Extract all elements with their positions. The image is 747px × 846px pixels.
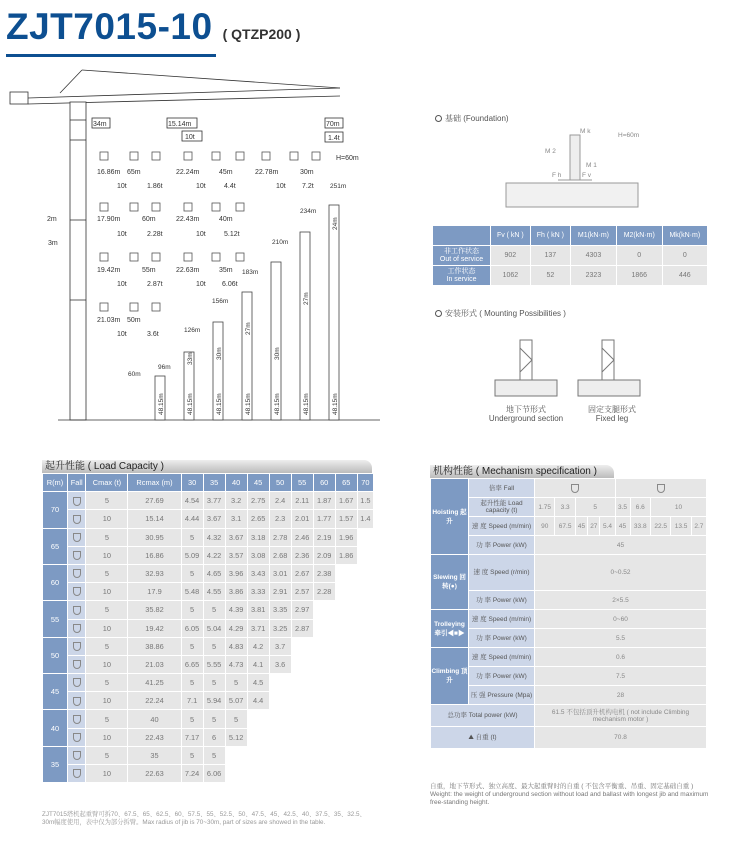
lc-header-9: 55 [291, 474, 313, 492]
table-row: 40 5 40 5 5 5 [43, 710, 374, 728]
svg-text:45m: 45m [219, 169, 233, 176]
svg-text:M 1: M 1 [586, 162, 597, 169]
fall-5-icon [571, 484, 579, 493]
svg-text:21.03m: 21.03m [97, 317, 121, 324]
svg-text:10t: 10t [276, 183, 286, 190]
svg-text:4.4t: 4.4t [224, 183, 236, 190]
svg-text:22.78m: 22.78m [255, 169, 279, 176]
svg-text:27m: 27m [245, 322, 252, 335]
svg-text:22.63m: 22.63m [176, 267, 200, 274]
table-row: 10 19.42 6.05 5.04 4.29 3.71 3.25 2.87 [43, 619, 374, 637]
jib-label-2: 70m [326, 121, 340, 128]
load-capacity-table [42, 473, 374, 783]
svg-text:2.28t: 2.28t [147, 231, 163, 238]
foundation-diagram [500, 125, 650, 210]
table-row: 10 17.9 5.48 4.55 3.86 3.33 2.91 2.57 2.28 [43, 583, 374, 601]
svg-text:33m: 33m [187, 352, 194, 365]
page-title: ZJT7015-10 [6, 6, 213, 47]
fall-icon [73, 551, 81, 560]
bullet-icon [435, 310, 442, 317]
fall-icon [73, 569, 81, 578]
svg-text:1.86t: 1.86t [147, 183, 163, 190]
lc-header-4: 30 [181, 474, 203, 492]
jib-label-4: 10t [185, 134, 195, 141]
mech-title: 机构性能 ( Mechanism specification ) [430, 465, 614, 478]
table-row: 10 22.24 7.1 5.94 5.07 4.4 [43, 692, 374, 710]
svg-text:251m: 251m [330, 183, 347, 190]
table-row: 10 21.03 6.65 5.55 4.73 4.1 3.6 [43, 655, 374, 673]
svg-text:16.86m: 16.86m [97, 169, 121, 176]
svg-text:M k: M k [580, 128, 591, 135]
svg-text:M 2: M 2 [545, 148, 556, 155]
title-underline [6, 54, 216, 57]
svg-text:10t: 10t [196, 281, 206, 288]
foundation-table: Fv ( kN ) Fh ( kN ) M1(kN·m) M2(kN·m) Mk(kN·m) 非工作状态 Out of service 902 137 4303 0 0 工作状态 In service 1062 52 2323 1866 446 [432, 225, 708, 286]
lc-header-7: 45 [247, 474, 269, 492]
load-row-1 [97, 216, 240, 238]
svg-text:27m: 27m [303, 292, 310, 305]
lc-header-1: Fall [67, 474, 85, 492]
load-row-2 [97, 267, 238, 288]
svg-text:234m: 234m [300, 208, 317, 215]
tower-mast [70, 102, 86, 420]
fall-icon [73, 515, 81, 524]
counter-jib [10, 92, 28, 104]
svg-text:10t: 10t [196, 183, 206, 190]
fall-icon [73, 678, 81, 687]
svg-text:210m: 210m [272, 239, 289, 246]
svg-text:10t: 10t [196, 231, 206, 238]
lc-header-2: Cmax (t) [86, 474, 128, 492]
table-row: 10 22.63 7.24 6.06 [43, 765, 374, 783]
svg-text:10t: 10t [117, 183, 127, 190]
lc-header-0: R(m) [43, 474, 68, 492]
fall-10-icon [657, 484, 665, 493]
svg-text:60m: 60m [142, 216, 156, 223]
fall-icon [73, 497, 81, 506]
svg-text:48.15m: 48.15m [245, 393, 252, 415]
svg-text:5.12t: 5.12t [224, 231, 240, 238]
lc-header-10: 60 [313, 474, 335, 492]
table-row: 45 5 41.25 5 5 5 4.5 [43, 674, 374, 692]
fall-icon [73, 606, 81, 615]
table-row: 50 5 38.86 5 5 4.83 4.2 3.7 [43, 637, 374, 655]
foundation-title: 基础 (Foundation) [435, 113, 509, 124]
table-row: 70 5 27.69 4.54 3.77 3.2 2.75 2.4 2.11 1.87 1.67 1.5 [43, 492, 374, 510]
table-row: 10 22.43 7.17 6 5.12 [43, 728, 374, 746]
svg-text:17.90m: 17.90m [97, 216, 121, 223]
svg-text:10t: 10t [117, 331, 127, 338]
table-row: 35 5 35 5 5 [43, 746, 374, 764]
mount-underground: 地下节形式 Underground section [488, 405, 564, 423]
svg-text:96m: 96m [158, 364, 171, 371]
fall-icon [73, 769, 81, 778]
lc-header-6: 40 [225, 474, 247, 492]
svg-text:48.15m: 48.15m [158, 393, 165, 415]
svg-text:30m: 30m [300, 169, 314, 176]
svg-text:48.15m: 48.15m [303, 393, 310, 415]
svg-text:24m: 24m [332, 217, 339, 230]
mount-fixed-leg: 固定支腿形式 Fixed leg [588, 405, 636, 423]
lc-header-12: 70 [357, 474, 373, 492]
offset-3m: 3m [48, 240, 58, 247]
svg-text:10t: 10t [117, 281, 127, 288]
svg-text:126m: 126m [184, 327, 201, 334]
svg-text:7.2t: 7.2t [302, 183, 314, 190]
mech-note: 自重，地下节形式、独立高度、最大起重臂时的自重 ( 不包含平衡重、吊重、固定基础自重 ) Weight: the weight of underground section without load and ballast with longest jib and maximum free-standing height. [430, 783, 709, 806]
table-row: 60 5 32.93 5 4.65 3.96 3.43 3.01 2.67 2.38 [43, 564, 374, 582]
fall-icon [73, 697, 81, 706]
lc-header-3: Rcmax (m) [128, 474, 181, 492]
svg-text:48.15m: 48.15m [187, 393, 194, 415]
svg-text:F v: F v [582, 172, 592, 179]
fall-icon [73, 624, 81, 633]
jib-label-1: 15.14m [168, 121, 192, 128]
svg-text:22.43m: 22.43m [176, 216, 200, 223]
svg-text:48.15m: 48.15m [274, 393, 281, 415]
fall-icon [73, 751, 81, 760]
svg-text:3.6t: 3.6t [147, 331, 159, 338]
mounting-title: 安装形式 ( Mounting Possibilities ) [435, 308, 566, 319]
svg-text:156m: 156m [212, 298, 229, 305]
mechanism-table: Hoisting 起升 倍率 Fall 起升性能 Load capacity (t) 1.75 3.3 5 3.5 6.6 10 速 度 Speed (m/min) 90 67.5 45 27 5.4 45 33.8 22.5 13.5 2.7 功 率 Power (kW) 45 Slewing 回转(●) 速 度 Speed (r/min) 0~0.52 功 率 Power (kW) 2×5.5 Trolleying 牵引◀■▶ 速 度 Speed (m/min) 0~60 功 率 Power (kW) 5.5 Climbing 顶升 速 度 Speed (m/min) 0.6 功 率 Power (kW) 7.5 压 强 Pressure (Mpa) 28 总功率 Total power (kW) 61.5 不包括顶升机构电机 ( not include Climbing mechanism motor ) ⛰ 自重 (t) 70.8 [430, 478, 707, 749]
lc-header-8: 50 [269, 474, 291, 492]
fall-icon [73, 660, 81, 669]
svg-text:183m: 183m [242, 269, 259, 276]
svg-text:40m: 40m [219, 216, 233, 223]
svg-text:50m: 50m [127, 317, 141, 324]
fall-icon [73, 733, 81, 742]
bullet-icon [435, 115, 442, 122]
svg-text:35m: 35m [219, 267, 233, 274]
lc-header-11: 65 [335, 474, 357, 492]
load-row-3 [97, 317, 159, 338]
jib-label-0: 34m [93, 121, 107, 128]
load-note: ZJT7015塔机起重臂可拆70、67.5、65、62.5、60、57.5、55、52.5、50、47.5、45、42.5、40、37.5、35、32.5、30m幅度使用，表中仅为部分拆臂。Max radius of jib is 70~30m, part of sizes are showed in the table. [42, 811, 366, 826]
page-subtitle: ( QTZP200 ) [222, 26, 301, 42]
svg-text:F h: F h [552, 172, 562, 179]
table-row: 65 5 30.95 5 4.32 3.67 3.18 2.78 2.46 2.19 1.96 [43, 528, 374, 546]
hook-height-label: H=60m [336, 155, 359, 162]
load-row-0 [97, 169, 314, 190]
title-block [6, 6, 300, 50]
mounting-diagram [490, 338, 660, 398]
svg-text:2.87t: 2.87t [147, 281, 163, 288]
fall-icon [73, 587, 81, 596]
offset-2m: 2m [47, 216, 57, 223]
svg-text:65m: 65m [127, 169, 141, 176]
svg-text:19.42m: 19.42m [97, 267, 121, 274]
load-capacity-title: 起升性能 ( Load Capacity ) [42, 460, 372, 473]
crane-diagram [0, 60, 420, 430]
jib-label-3: 1.4t [328, 135, 340, 142]
table-row: 10 16.86 5.09 4.22 3.57 3.08 2.68 2.36 2.09 1.86 [43, 546, 374, 564]
svg-text:6.06t: 6.06t [222, 281, 238, 288]
fall-icon [73, 642, 81, 651]
fall-icon [73, 533, 81, 542]
svg-text:48.15m: 48.15m [216, 393, 223, 415]
table-row: 55 5 35.82 5 5 4.39 3.81 3.35 2.97 [43, 601, 374, 619]
svg-text:55m: 55m [142, 267, 156, 274]
weight-icon: ⛰ [468, 734, 476, 741]
fall-icon [73, 715, 81, 724]
svg-text:H=60m: H=60m [618, 132, 640, 139]
svg-text:48.15m: 48.15m [332, 393, 339, 415]
svg-text:22.24m: 22.24m [176, 169, 200, 176]
svg-text:30m: 30m [216, 347, 223, 360]
svg-text:30m: 30m [274, 347, 281, 360]
svg-text:60m: 60m [128, 371, 141, 378]
svg-text:10t: 10t [117, 231, 127, 238]
lc-header-5: 35 [203, 474, 225, 492]
table-row: 10 15.14 4.44 3.67 3.1 2.65 2.3 2.01 1.77 1.57 1.4 [43, 510, 374, 528]
